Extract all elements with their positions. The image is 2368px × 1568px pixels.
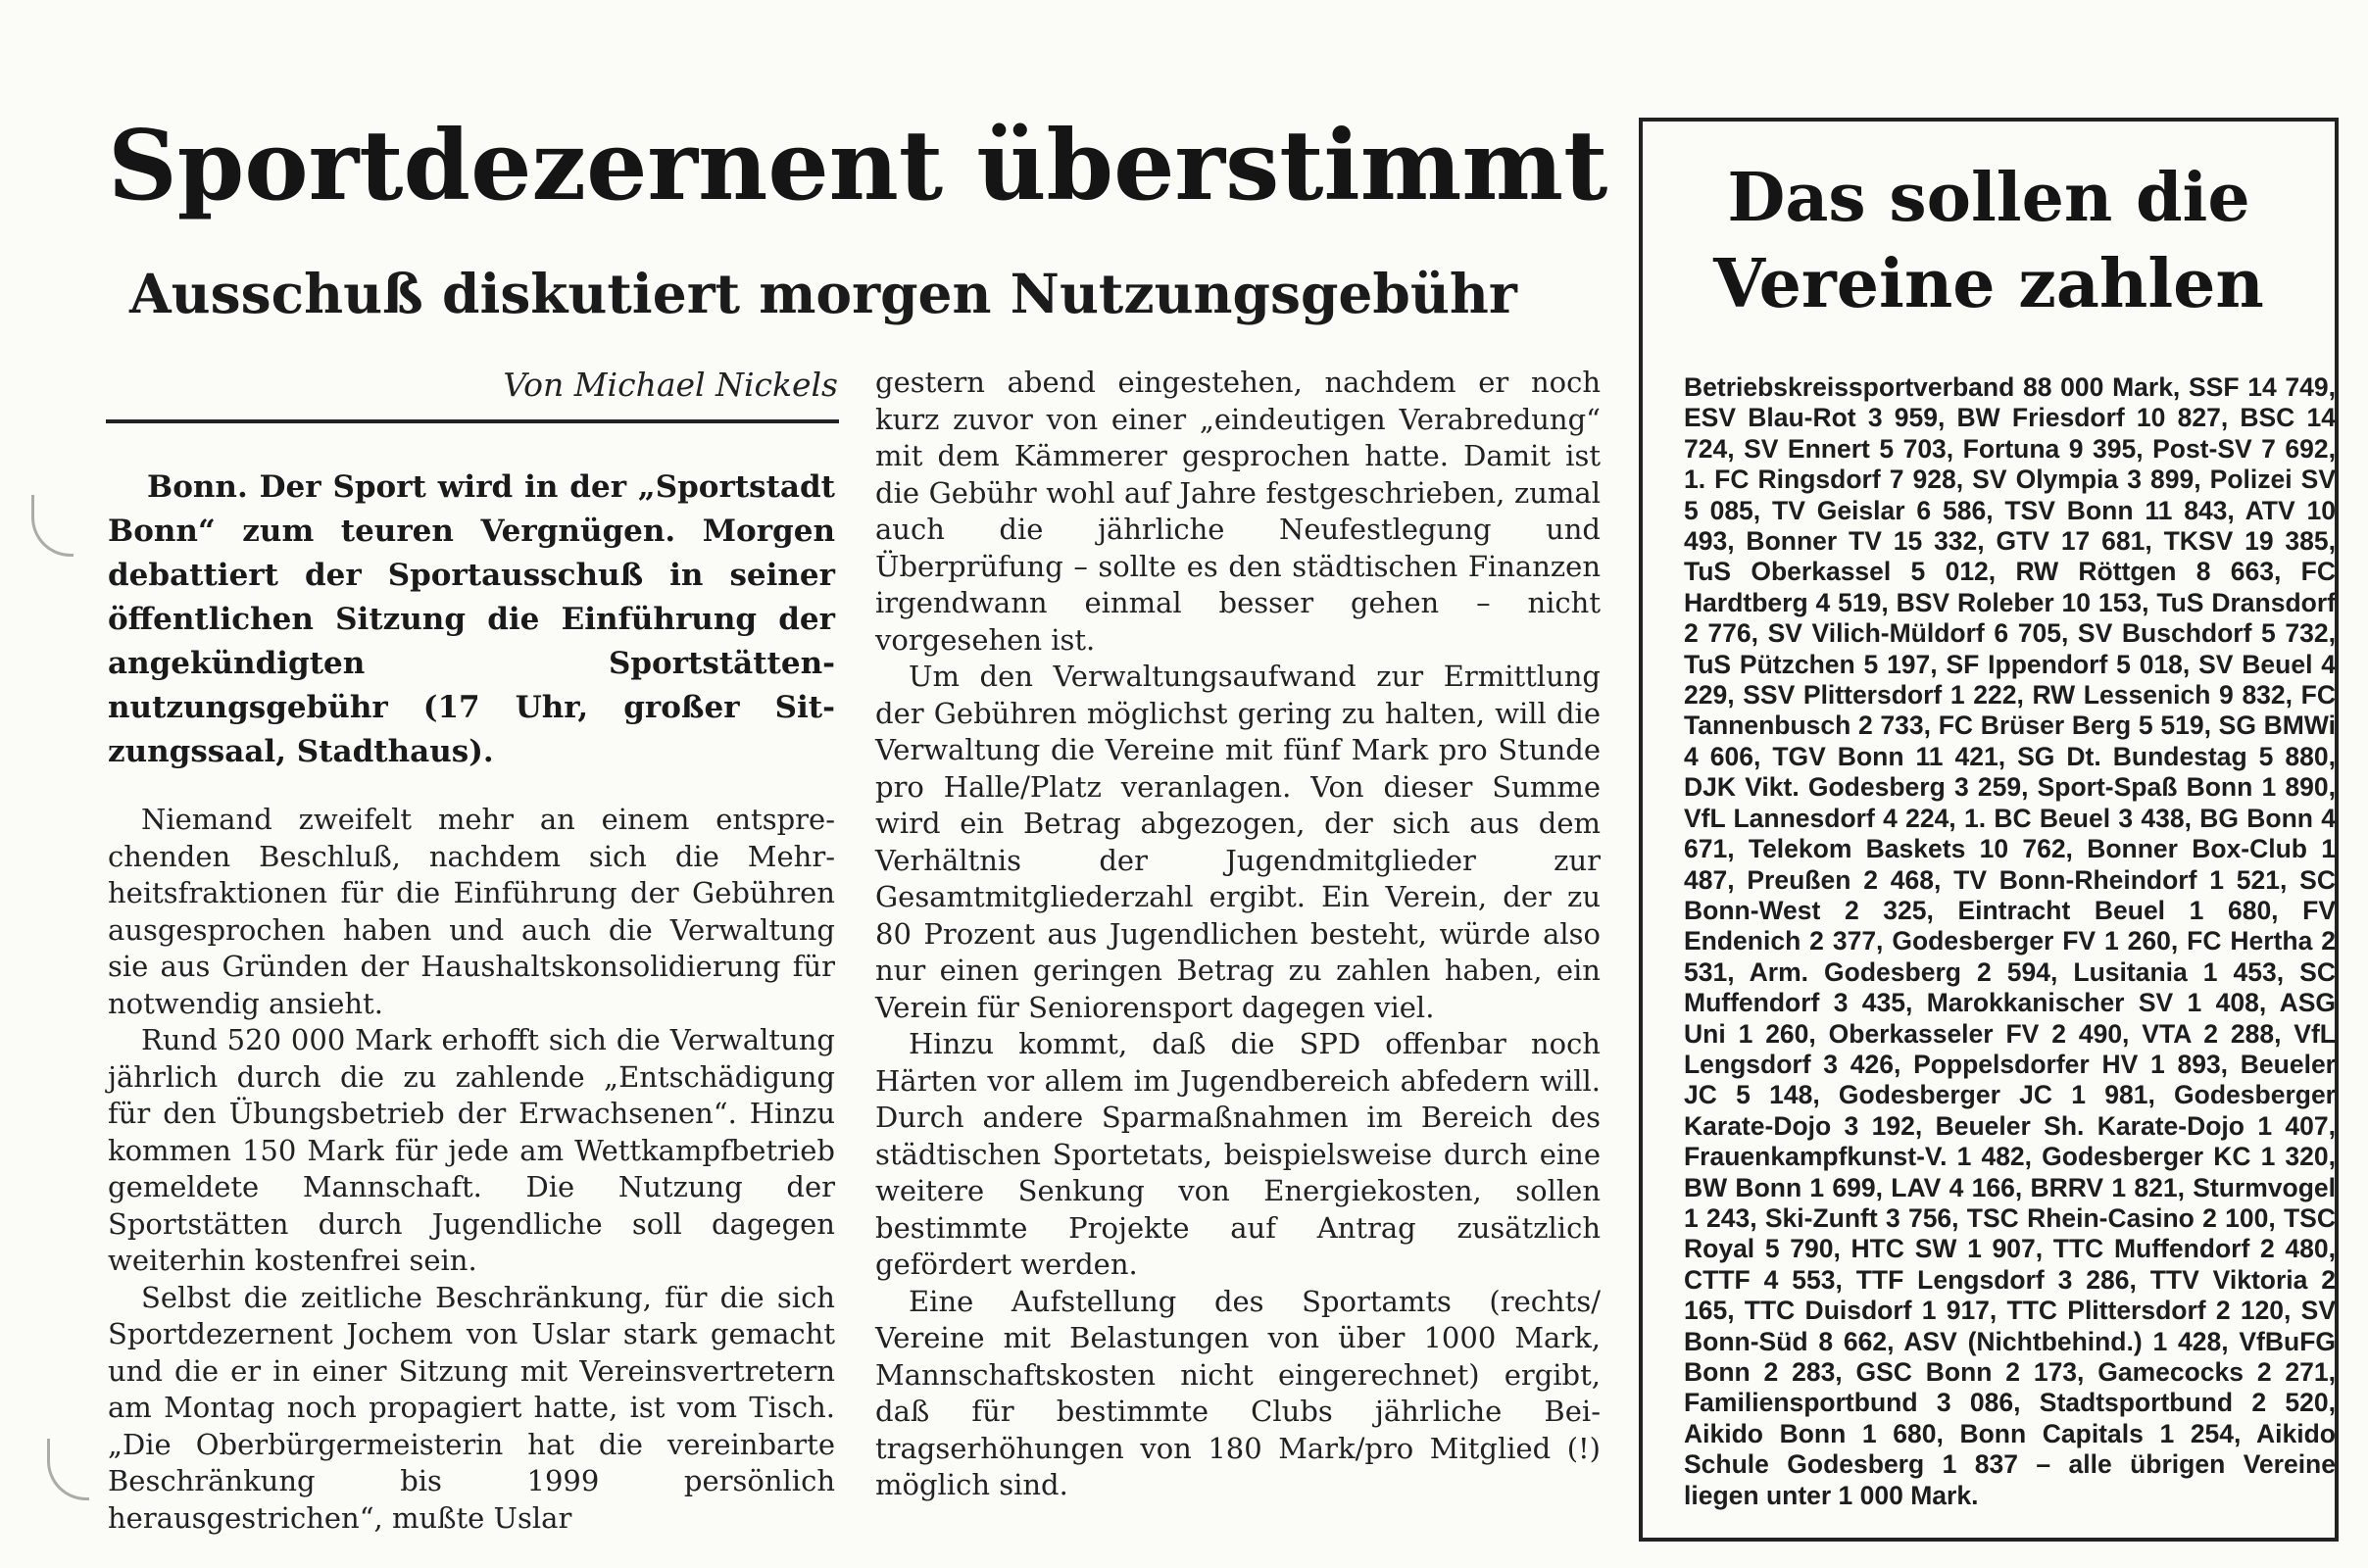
sidebar-title xyxy=(1643,155,2335,327)
article-column-1 xyxy=(108,802,835,1537)
sidebar-club-list: Betriebskreissportverband 88 000 Mark, SSF 14 749, ESV Blau-Rot 3 959, BW Friesdorf 10 827, BSC 14 724, SV Ennert 5 703, Fortuna 9 395, Post-SV 7 692, 1. FC Ringsdorf 7 928, SV Olympia 3 899, Polizei SV 5 085, TV Geislar 6 586, TSV Bonn 11 843, ATV 10 493, Bonner TV 15 332, GTV 17 681, TKSV 19 385, TuS Oberkassel 5 012, RW Röttgen 8 663, FC Hardtberg 4 519, BSV Roleber 10 153, TuS Dransdorf 2 776, SV Vilich-Müldorf 6 705, SV Buschdorf 5 732, TuS Pützchen 5 197, SF Ippendorf 5 018, SV Beuel 4 229, SSV Plittersdorf 1 222, RW Lessenich 9 832, FC Tannenbusch 2 733, FC Brüser Berg 5 519, SG BMWi 4 606, TGV Bonn 11 421, SG Dt. Bundestag 5 880, DJK Vikt. Godesberg 3 259, Sport-Spaß Bonn 1 890, VfL Lannesdorf 4 224, 1. BC Beuel 3 438, BG Bonn 4 671, Telekom Baskets 10 762, Bonner Box-Club 1 487, Preußen 2 468, TV Bonn-Rheindorf 1 521, SC Bonn-West 2 325, Eintracht Beuel 1 680, FV Endenich 2 377, Godesberger FV 1 260, FC Hertha 2 531, Arm. Godesberg 2 594, Lusitania 1 453, SC Muffendorf 3 435, Marokkanischer SV 1 408, ASG Uni 1 260, Oberkasseler FV 2 490, VTA 2 288, VfL Lengsdorf 3 426, Poppelsdorfer HV 1 893, Beueler JC 5 148, Godesberger JC 1 981, Godesberger Karate-Dojo 3 192, Beueler Sh. Karate-Dojo 1 407, Frauenkampfkunst-V. 1 482, Godesberger KC 1 320, BW Bonn 1 699, LAV 4 166, BRRV 1 821, Sturmvogel 1 243, Ski-Zunft 3 756, TSC Rhein-Casino 2 100, TSC Royal 5 790, HTC SW 1 907, TTC Muffendorf 2 480, CTTF 4 553, TTF Lengsdorf 3 286, TTV Viktoria 2 165, TTC Duisdorf 1 917, TTC Plittersdorf 2 120, SV Bonn-Süd 8 662, ASV (Nichtbehind.) 1 428, VfBuFG Bonn 2 283, GSC Bonn 2 173, Gamecocks 2 271, Familiensportbund 3 086, Stadtsportbund 2 520, Aikido Bonn 1 680, Bonn Capitals 1 254, Aikido Schule Godesberg 1 837 – alle übrigen Vereine liegen unter 1 000 Mark. xyxy=(1684,372,2336,1510)
punch-hole-mark xyxy=(47,1439,89,1500)
paragraph: Selbst die zeitliche Beschränkung, für die sich Sportdezernent Jochem von Uslar stark gemacht und die er in einer Sitzung mit Vereinsvertretern am Montag noch propagiert hatte, ist vom Tisch. „Die Oberbürgermeisterin hat die vereinbarte Beschränkung bis 1999 persönlich herausgestrichen“, mußte Uslar xyxy=(108,1280,835,1535)
headline: Sportdezernent überstimmt xyxy=(108,110,1608,222)
punch-hole-mark xyxy=(31,495,74,557)
byline: Von Michael Nickels xyxy=(503,366,838,404)
paragraph: Niemand zweifelt mehr an einem entsprechenden Beschluß, nachdem sich die Mehrheitsfraktionen für die Einführung der Gebühren ausgesprochen haben und auch die Verwaltung sie aus Gründen der Haushaltskonsolidierung für notwendig ansieht. xyxy=(108,803,835,1020)
subheadline: Ausschuß diskutiert morgen Nutzungsgebühr xyxy=(129,262,1517,325)
byline-rule xyxy=(106,419,839,423)
paragraph: gestern abend eingestehen, nachdem er noch kurz zuvor von einer „eindeutigen Verabredung“ mit dem Kämmerer gesprochen hatte. Damit ist die Gebühr wohl auf Jahre festgeschrieben, zumal auch die jährliche Neufestlegung und Überprüfung – sollte es den städtischen Finanzen irgendwann einmal besser gehen – nicht vorgesehen ist. xyxy=(875,366,1601,657)
lead-paragraph: Bonn. Der Sport wird in der „Sportstadt Bonn“ zum teuren Vergnügen. Morgen debattiert der Sportausschuß in seiner öffentlichen Sitzung die Einführung der angekündigten Sportstättennutzungsgebühr (17 Uhr, großer Sitzungssaal, Stadthaus). xyxy=(108,469,835,769)
sidebar-title-line-1: Das sollen die xyxy=(1727,159,2250,237)
article-column-2 xyxy=(875,365,1601,1504)
paragraph: Rund 520 000 Mark erhofft sich die Verwaltung jährlich durch die zu zahlende „Entschädigung für den Übungsbetrieb der Erwachsenen“. Hinzu kommen 150 Mark für jede am Wettkampfbetrieb gemeldete Mannschaft. Die Nutzung der Sportstätten durch Jugendliche soll dagegen weiterhin kostenfrei sein. xyxy=(108,1023,835,1277)
paragraph: Eine Aufstellung des Sportamts (rechts/ Vereine mit Belastungen von über 1000 Mark, Mannschaftskosten nicht eingerechnet) ergibt, daß für bestimmte Clubs jährliche Beitragserhöhungen von 180 Mark/pro Mitglied (!) möglich sind. xyxy=(875,1284,1601,1501)
paragraph: Um den Verwaltungsaufwand zur Ermittlung der Gebühren möglichst gering zu halten, will die Verwaltung die Vereine mit fünf Mark pro Stunde pro Halle/Platz veranlagen. Von dieser Summe wird ein Betrag abgezogen, der sich aus dem Verhältnis der Jugendmitglieder zur Gesamtmitgliederzahl ergibt. Ein Verein, der zu 80 Prozent aus Jugendlichen besteht, würde also nur einen geringen Betrag zu zahlen haben, ein Verein für Seniorensport dagegen viel. xyxy=(875,660,1601,1024)
paragraph: Hinzu kommt, daß die SPD offenbar noch Härten vor allem im Jugendbereich abfedern will. Durch andere Sparmaßnahmen im Bereich des städtischen Sportetats, beispielsweise durch eine weitere Senkung von Energiekosten, sollen bestimmte Projekte auf Antrag zusätzlich gefördert werden. xyxy=(875,1027,1601,1281)
sidebar-title-line-2: Vereine zahlen xyxy=(1713,245,2264,323)
